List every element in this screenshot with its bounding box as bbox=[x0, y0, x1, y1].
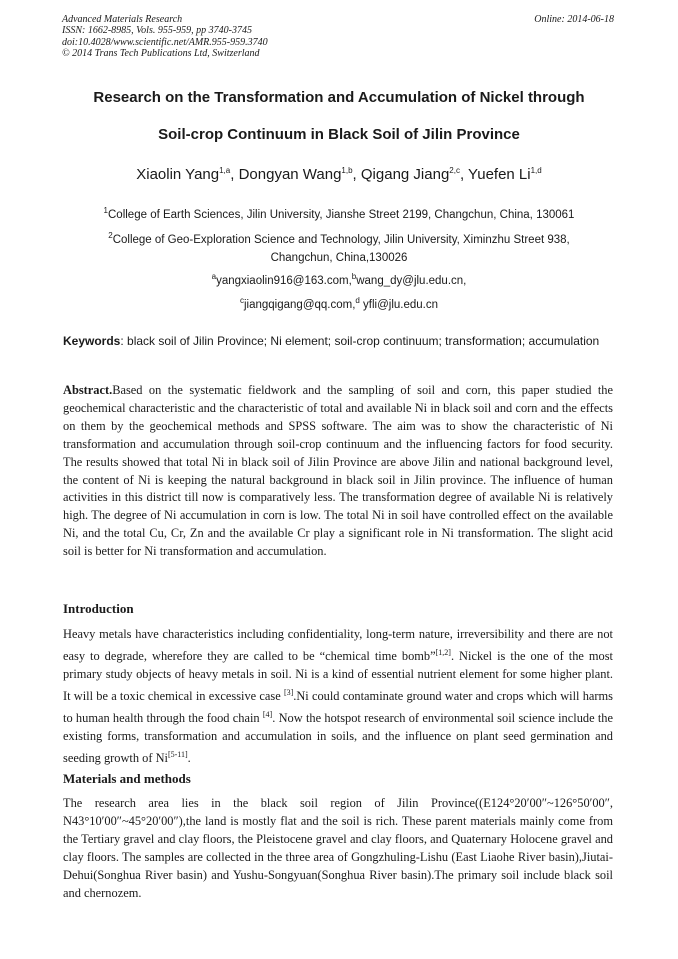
affiliation-text-line-2: Changchun, China,130026 bbox=[270, 251, 408, 264]
intro-text: .Ni could contaminate ground water and crops which will harms to human health through the food chain bbox=[63, 688, 613, 725]
citation-ref[interactable]: [4] bbox=[262, 709, 273, 719]
keywords-section bbox=[63, 332, 613, 350]
author-separator: , bbox=[352, 166, 361, 183]
citation-ref[interactable]: [1,2] bbox=[435, 647, 451, 657]
author-name: Yuefen Li bbox=[468, 166, 531, 183]
email-mark: a bbox=[211, 272, 217, 281]
affiliation-text: College of Earth Sciences, Jilin University, Jianshe Street 2199, Changchun, China, 130061 bbox=[108, 208, 575, 221]
introduction-paragraph bbox=[63, 626, 613, 768]
affiliation-2 bbox=[60, 227, 618, 267]
journal-name: Advanced Materials Research bbox=[62, 14, 183, 25]
email-address: yangxiaolin916@163.com, bbox=[216, 274, 352, 287]
keywords-label: Keywords bbox=[63, 334, 121, 348]
doi-line: doi:10.4028/www.scientific.net/AMR.955-959.3740 bbox=[62, 36, 268, 48]
author-name: Dongyan Wang bbox=[238, 166, 342, 183]
intro-text: . Now the hotspot research of environmental soil science include the existing forms, transformation and accumulation in soils, and the influence on plant seed germination and seeding growth of Ni bbox=[63, 711, 614, 765]
author-affiliation-mark: 1,a bbox=[219, 166, 231, 175]
affiliation-mark: 1 bbox=[103, 206, 108, 215]
methods-paragraph: The research area lies in the black soil region of Jilin Province((E124°20′00″~126°50′00″, N43°10′00″~45°20′00″),the land is mostly flat and the soil is rich. These parent materials mainly come from the Tertiary gravel and clay floors, the Pleistocene gravel and clay floors, and Quaternary Holocene gravel and clay floors. The samples are collected in the three area of Gongzhuling-Lishu (East Liaohe River basin),Jiutai-Dehui(Songhua River basin) and Yushu-Songyuan(Songhua River basin).The primary soil include black soil and chernozem. bbox=[63, 796, 613, 900]
affiliation-1 bbox=[60, 202, 618, 224]
copyright-line: © 2014 Trans Tech Publications Ltd, Switzerland bbox=[62, 48, 260, 60]
email-address: wang_dy@jlu.edu.cn, bbox=[356, 274, 467, 287]
affiliation-text: College of Geo-Exploration Science and Technology, Jilin University, Ximinzhu Street 938, bbox=[112, 233, 570, 246]
intro-text: Heavy metals have characteristics including confidentiality, long-term nature, irreversibility and there are not easy to degrade, wherefore they are called to be “chemical time bomb” bbox=[63, 627, 613, 664]
email-mark: b bbox=[351, 272, 357, 281]
paper-title-line-2: Soil-crop Continuum in Black Soil of Jilin Province bbox=[158, 126, 520, 143]
email-address: yfli@jlu.edu.cn bbox=[359, 298, 439, 311]
email-mark: c bbox=[239, 296, 244, 305]
email-line-1 bbox=[60, 268, 618, 290]
citation-ref[interactable]: [5-11] bbox=[167, 749, 188, 759]
abstract-text: Based on the systematic fieldwork and the sampling of soil and corn, this paper studied the geochemical characteristic and the characteristic of total and available Ni in black soil and corn and the effects on them by the geochemical methods and SPSS software. The aim was to show the characteristic of Ni transformation and accumulation through soil-crop continuum and the influencing factors for food security. The results showed that total Ni in black soil of Jilin Province are above Jilin and national background level, the content of Ni is keeping the natural background in black soil in Jilin province. The influence of human activities in this district till now is comparatively less. The transformation degree of available Ni is relatively high. The degree of Ni accumulation in corn is low. The total Ni in soil have controlled effect on the available Ni, and the total Cu, Cr, Zn and the available Cr play a significant role in Ni transformation. The slight acid soil is better for Ni transformation and accumulation. bbox=[63, 383, 613, 559]
online-date: Online: 2014-06-18 bbox=[534, 14, 614, 25]
affiliation-mark: 2 bbox=[108, 231, 113, 240]
citation-ref[interactable]: [3] bbox=[283, 687, 294, 697]
keywords-text: : black soil of Jilin Province; Ni element; soil-crop continuum; transformation; accumulation bbox=[120, 334, 600, 348]
paper-title-line-1: Research on the Transformation and Accumulation of Nickel through bbox=[93, 89, 585, 106]
section-heading-methods: Materials and methods bbox=[63, 771, 191, 786]
intro-text: . bbox=[187, 750, 191, 765]
author-list bbox=[0, 166, 678, 183]
author-affiliation-mark: 2,c bbox=[449, 166, 460, 175]
author-separator: , bbox=[230, 166, 239, 183]
email-line-2 bbox=[60, 292, 618, 314]
journal-header bbox=[62, 14, 614, 60]
email-address: jiangqigang@qq.com, bbox=[243, 298, 356, 311]
email-mark: d bbox=[355, 296, 360, 305]
author-separator: , bbox=[459, 166, 469, 183]
section-heading-introduction: Introduction bbox=[63, 601, 134, 616]
abstract-label: Abstract. bbox=[63, 383, 113, 397]
author-affiliation-mark: 1,d bbox=[530, 166, 542, 175]
abstract-section bbox=[63, 382, 613, 561]
author-name: Xiaolin Yang bbox=[136, 166, 220, 183]
author-name: Qigang Jiang bbox=[360, 166, 450, 183]
intro-text: . Nickel is the one of the most primary study objects of heavy metals in soil. Ni is a kind of essential nutrient element for some higher plant. It will be a toxic chemical in excessive case bbox=[63, 649, 613, 703]
issn-line: ISSN: 1662-8985, Vols. 955-959, pp 3740-3745 bbox=[62, 25, 252, 37]
author-affiliation-mark: 1,b bbox=[341, 166, 353, 175]
